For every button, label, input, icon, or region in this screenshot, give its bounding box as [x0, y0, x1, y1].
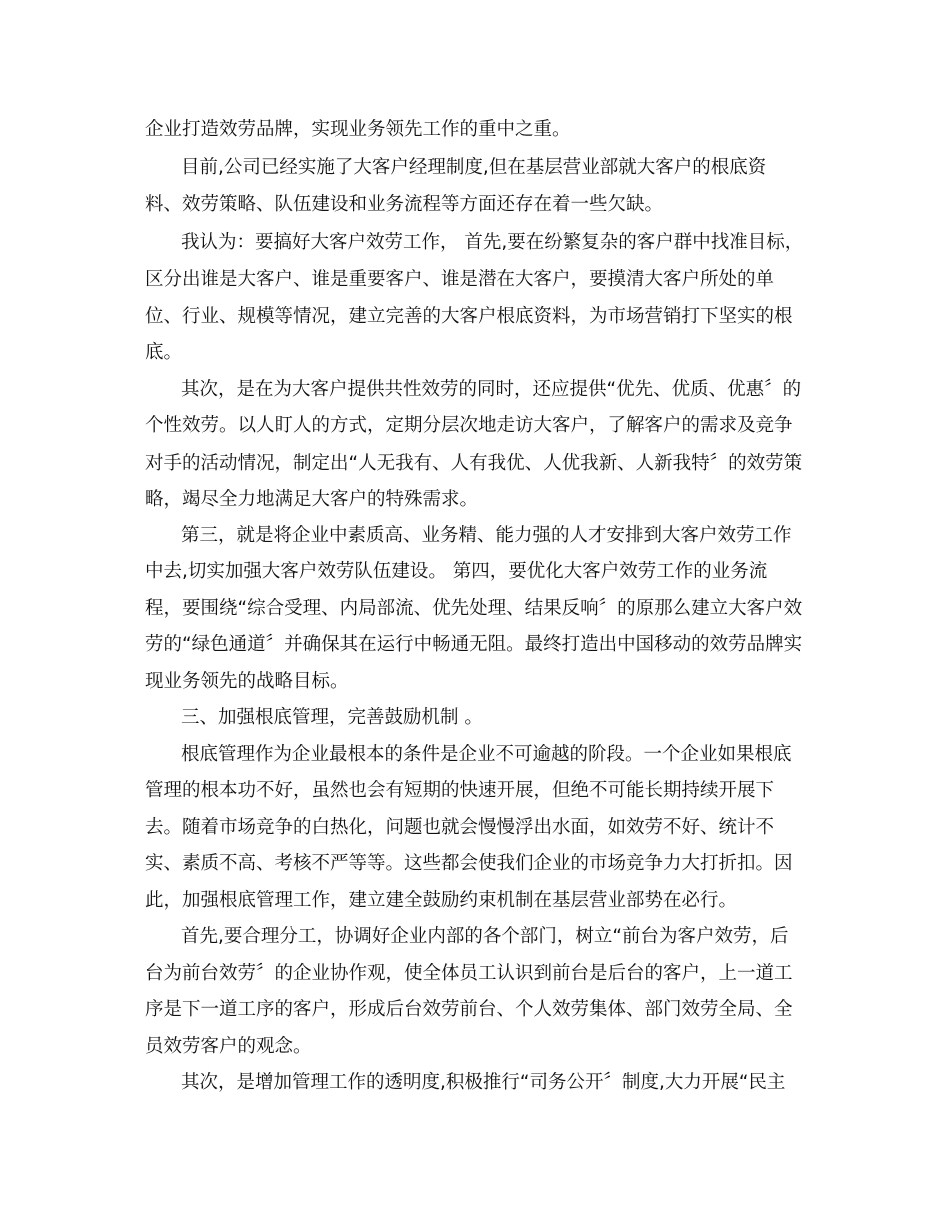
text-line: 区分出谁是大客户、谁是重要客户、谁是潜在大客户，要摸清大客户所处的单: [145, 269, 775, 290]
text-line: 我认为：要搞好大客户效劳工作， 首先,要在纷繁复杂的客户群中找准目标，: [181, 232, 804, 253]
text-line: 实、素质不高、考核不严等等。这些都会使我们企业的市场竞争力大打折扣。因: [145, 853, 793, 874]
text-line: 位、行业、规模等情况，建立完善的大客户根底资料，为市场营销打下坚实的根: [145, 306, 793, 327]
text-line: 其次，是在为大客户提供共性效劳的同时，还应提供“优先、优质、优惠〞的: [181, 379, 802, 400]
text-line: 企业打造效劳品牌，实现业务领先工作的重中之重。: [145, 119, 571, 140]
text-line: 料、效劳策略、队伍建设和业务流程等方面还存在着一些欠缺。: [145, 194, 664, 215]
text-line: 目前,公司已经实施了大客户经理制度,但在基层营业部就大客户的根底资: [181, 157, 767, 178]
text-line: 去。随着市场竞争的白热化，问题也就会慢慢浮出水面，如效劳不好、统计不: [145, 817, 775, 838]
text-line: 底。: [145, 342, 183, 363]
text-line: 此，加强根底管理工作，建立建全鼓励约束机制在基层营业部势在必行。: [145, 890, 738, 911]
text-line: 对手的活动情况，制定出“人无我有、人有我优、人优我新、人新我特〞的效劳策: [145, 453, 803, 474]
text-line: 其次，是增加管理工作的透明度,积极推行“司务公开〞制度,大力开展“民主: [181, 1072, 786, 1093]
text-line: 第三，就是将企业中素质高、业务精、能力强的人才安排到大客户效劳工作: [181, 525, 792, 546]
text-line: 员效劳客户的观念。: [145, 1036, 312, 1057]
text-line: 序是下一道工序的客户，形成后台效劳前台、个人效劳集体、部门效劳全局、全: [145, 999, 793, 1020]
text-line: 台为前台效劳〞的企业协作观，使全体员工认识到前台是后台的客户，上一道工: [145, 963, 793, 984]
text-line: 首先,要合理分工，协调好企业内部的各个部门，树立“前台为客户效劳，后: [181, 926, 789, 947]
text-line: 劳的“绿色通道〞并确保其在运行中畅通无阻。最终打造出中国移动的效劳品牌实: [145, 634, 803, 655]
section-heading: 三、加强根底管理，完善鼓励机制 。: [181, 707, 483, 728]
text-line: 个性效劳。以人盯人的方式，定期分层次地走访大客户，了解客户的需求及竞争: [145, 415, 793, 436]
text-line: 现业务领先的战略目标。: [145, 671, 349, 692]
text-line: 略，竭尽全力地满足大客户的特殊需求。: [145, 489, 479, 510]
text-line: 根底管理作为企业最根本的条件是企业不可逾越的阶段。一个企业如果根底: [181, 744, 792, 765]
text-line: 程，要围绕“综合受理、内局部流、优先处理、结果反响〞的原那么建立大客户效: [145, 598, 803, 619]
text-line: 管理的根本功不好，虽然也会有短期的快速开展，但绝不可能长期持续开展下: [145, 780, 775, 801]
text-line: 中去,切实加强大客户效劳队伍建设。 第四，要优化大客户效劳工作的业务流: [145, 561, 768, 582]
